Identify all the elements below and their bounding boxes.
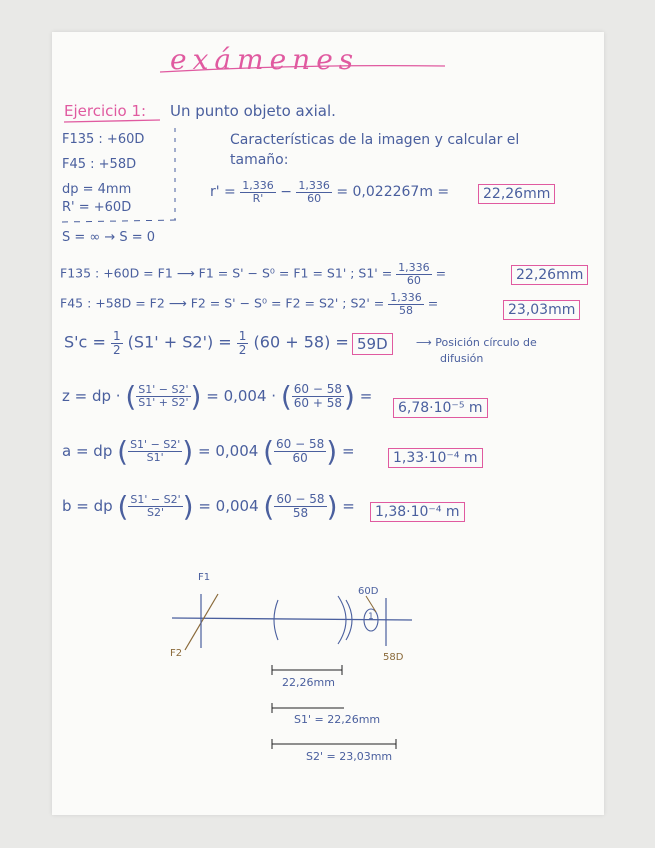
frac-den: 60	[307, 191, 322, 205]
frac-num: S1' − S2'	[130, 493, 181, 507]
frac-num: 1,336	[390, 291, 422, 304]
frac-den: 2	[238, 342, 247, 357]
frac-num: S1' − S2'	[130, 438, 181, 452]
frac-den: 2	[112, 342, 121, 357]
a-lhs: a = dp	[62, 442, 113, 460]
task-line-2: tamaño:	[230, 152, 289, 168]
r-prime-lhs: r' =	[210, 184, 236, 201]
equals-sign: =	[342, 497, 355, 515]
z-mid: = 0,004 ·	[206, 387, 277, 405]
exercise-label: Ejercicio 1:	[64, 102, 147, 120]
equals-sign: =	[341, 442, 355, 460]
paren-right: )	[344, 380, 355, 413]
minus-sign: −	[280, 184, 292, 201]
frac-den: 58	[292, 506, 309, 520]
frac-num: 1,336	[242, 179, 274, 192]
sc-result-box: 59D	[352, 333, 393, 355]
paren-right: )	[182, 435, 194, 468]
f45-result-box: 23,03mm	[503, 300, 580, 320]
given-s: S = ∞ → S = 0	[62, 230, 156, 245]
equals-sign: =	[435, 265, 447, 281]
scale-label-3: S2' = 23,03mm	[306, 750, 393, 763]
equals-sign: =	[359, 387, 373, 405]
paren-right: )	[326, 490, 338, 523]
paren-left: (	[280, 380, 292, 413]
exercise-statement: Un punto objeto axial.	[170, 102, 336, 120]
diagram-circle-number: 1	[368, 612, 374, 622]
frac-den: 60 + 58	[293, 396, 343, 410]
page-title: exámenes	[170, 43, 360, 76]
z-result-box: 6,78·10⁻⁵ m	[393, 398, 488, 418]
frac-den: R'	[252, 191, 264, 205]
paren-left: (	[263, 435, 275, 468]
lens-arc-1	[274, 600, 278, 640]
task-line-1: Características de la imagen y calcular el	[230, 132, 520, 148]
frac-num: 1	[238, 329, 247, 343]
optical-axis	[172, 618, 412, 620]
paren-right: )	[190, 380, 202, 413]
frac-den: 60	[406, 273, 421, 287]
paren-left: (	[263, 490, 275, 523]
diagram-f1-label: F1	[198, 572, 211, 583]
pointer-line	[366, 596, 376, 612]
given-f135: F135 : +60D	[62, 132, 145, 147]
a-mid: = 0,004	[198, 442, 259, 460]
sc-mid: (60 + 58) =	[253, 332, 349, 352]
given-r: R' = +60D	[62, 200, 132, 215]
frac-num: 1,336	[298, 179, 330, 192]
sc-expr: (S1' + S2') =	[127, 332, 232, 352]
paren-left: (	[117, 490, 129, 523]
frac-den: S1'	[146, 451, 164, 464]
frac-den: S1' + S2'	[138, 396, 189, 409]
frac-num: 60 − 58	[276, 437, 325, 452]
sc-lhs: S'c =	[64, 332, 106, 352]
diagram-lens-60d: 60D	[358, 586, 379, 597]
b-result-box: 1,38·10⁻⁴ m	[370, 502, 465, 522]
frac-num: 60 − 58	[276, 492, 325, 507]
paren-right: )	[182, 490, 194, 523]
f135-text: F135 : +60D = F1 ⟶ F1 = S' − S⁰ = F1 = S1' ; S1' =	[60, 265, 393, 281]
diagram-f2-label: F2	[170, 648, 183, 659]
paren-left: (	[117, 435, 129, 468]
sc-note-2: difusión	[440, 352, 484, 365]
scale-label-1: 22,26mm	[282, 676, 335, 689]
z-lhs: z = dp ·	[62, 387, 121, 405]
frac-num: 60 − 58	[293, 382, 343, 397]
given-dp: dp = 4mm	[62, 182, 132, 197]
diagram-lens-58d: 58D	[383, 652, 404, 663]
b-lhs: b = dp	[62, 497, 113, 515]
sc-note-1: ⟶ Posición círculo de	[416, 336, 537, 349]
r-prime-mid: = 0,022267m =	[336, 184, 450, 201]
frac-num: S1' − S2'	[138, 383, 189, 397]
paren-right: )	[326, 435, 338, 468]
scale-label-2: S1' = 22,26mm	[294, 713, 381, 726]
frac-den: 60	[292, 451, 308, 465]
b-mid: = 0,004	[198, 497, 259, 515]
paren-left: (	[125, 380, 137, 413]
given-f45: F45 : +58D	[62, 157, 137, 172]
frac-num: 1	[112, 329, 121, 343]
a-result-box: 1,33·10⁻⁴ m	[388, 448, 483, 468]
equals-sign: =	[427, 295, 439, 311]
frac-num: 1,336	[398, 261, 430, 274]
f135-result-box: 22,26mm	[511, 265, 588, 285]
f45-text: F45 : +58D = F2 ⟶ F2 = S' − S⁰ = F2 = S2' ; S2' =	[60, 295, 385, 311]
frac-den: S2'	[147, 506, 165, 519]
r-prime-result-box: 22,26mm	[478, 184, 555, 204]
frac-den: 58	[398, 303, 413, 317]
